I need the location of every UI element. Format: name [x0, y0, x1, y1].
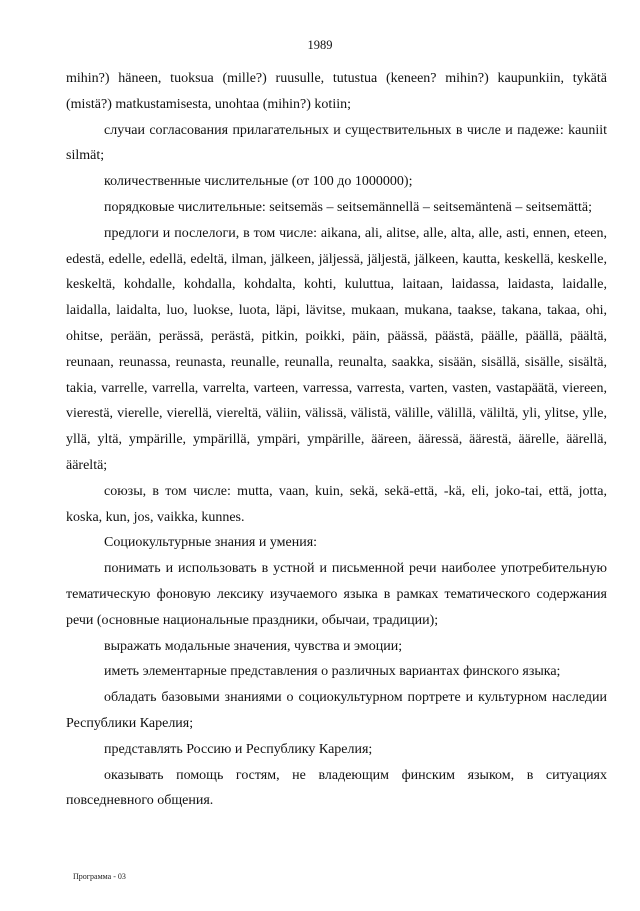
paragraph-express-modal-meanings: выражать модальные значения, чувства и эмоции;: [104, 638, 403, 654]
paragraph-prepositions-postpositions: предлоги и послелоги, в том числе: aikana, ali, alitse, alle, alta, alle, asti, ennen, eteen, edestä, edelle, edellä, edeltä, ilman, jälkeen, jäljessä, jäljestä, jälkeen, kautta, keskellä, keskelle, keskeltä, kohdalle, kohdalla, kohdalta, kohti, kuluttua, laitaan, laidassa, laidasta, laidalle, laidalla, laidalta, luo, luokse, luota, läpi, lävitse, mukaan, mukana, taakse, takana, takaa, ohi, ohitse, perään, perässä, perästä, pitkin, poikki, päin, päässä, päästä, päälle, päällä, päältä, reunaan, reunassa, reunasta, reunalle, reunalla, reunalta, saakka, sisään, sisällä, sisälle, sisältä, takia, varrelle, varrella, varrelta, varteen, varressa, varresta, varten, vasten, vastapäätä, viereen, vierestä, vierelle, vierellä, viereltä, väliin, välissä, välistä, välille, välillä, väliltä, yli, ylitse, ylle, yllä, yltä, ympärille, ympärillä, ympäri, ympärille, ääreen, ääressä, äärestä, äärelle, äärellä, ääreltä;: [66, 225, 607, 473]
section-heading-sociocultural: Социокультурные знания и умения:: [104, 535, 318, 551]
document-body: [66, 66, 607, 814]
page-number: 1989: [307, 38, 333, 52]
paragraph-finnish-variants: иметь элементарные представления о различных вариантах финского языка;: [104, 664, 561, 680]
paragraph-sociocultural-portrait: обладать базовыми знаниями о социокультурном портрете и культурном наследии Республики Карелия;: [66, 690, 607, 731]
paragraph-ordinal-numerals: порядковые числительные: seitsemäs – seitsemännellä – seitsemäntenä – seitsemättä;: [104, 199, 592, 215]
paragraph-understand-use-vocabulary: понимать и использовать в устной и письменной речи наиболее употребительную тематическую фоновую лексику изучаемого языка в рамках тематического содержания речи (основные национальные праздники, обычаи, традиции);: [66, 561, 607, 628]
paragraph-verb-government-examples: mihin?) häneen, tuoksua (mille?) ruusulle, tutustua (keneen? mihin?) kaupunkiin, tykätä (mistä?) matkustamisesta, unohtaa (mihin?) kotiin;: [66, 71, 607, 112]
paragraph-cardinal-numerals: количественные числительные (от 100 до 1000000);: [104, 174, 413, 190]
paragraph-help-guests: оказывать помощь гостям, не владеющим финским языком, в ситуациях повседневного общения.: [66, 767, 607, 809]
page-footer: Программа - 03: [73, 872, 126, 881]
paragraph-adjective-agreement: случаи согласования прилагательных и существительных в числе и падеже: kauniit silmät;: [66, 122, 607, 164]
paragraph-represent-russia-karelia: представлять Россию и Республику Карелия;: [104, 741, 373, 757]
paragraph-conjunctions: союзы, в том числе: mutta, vaan, kuin, sekä, sekä-että, -kä, eli, joko-tai, että, jotta, koska, kun, jos, vaikka, kunnes.: [66, 483, 607, 525]
